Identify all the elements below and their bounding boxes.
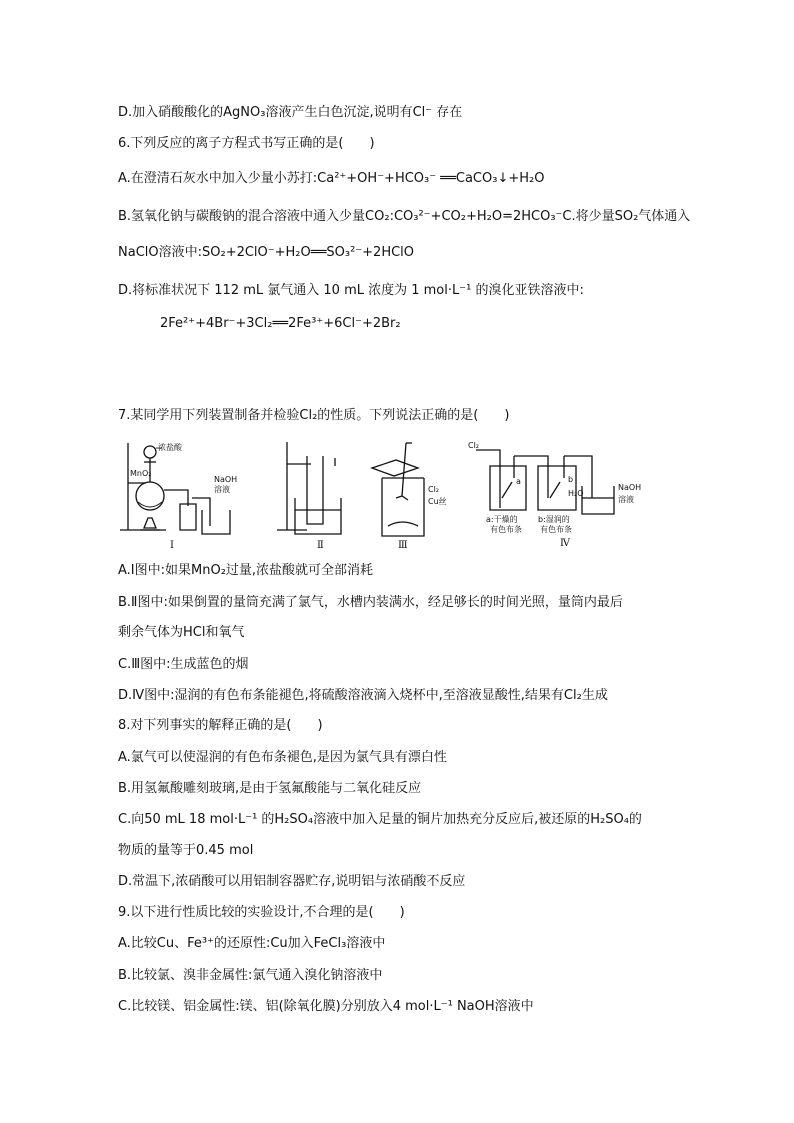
q6-option-a: A.在澄清石灰水中加入少量小苏打:Ca²⁺+OH⁻+HCO₃⁻ ══CaCO₃↓+H₂O	[118, 171, 545, 186]
q9-stem: 9.以下进行性质比较的实验设计,不合理的是( )	[118, 905, 405, 920]
fig4-absorber: NaOH	[618, 483, 642, 492]
q8-option-b: B.用氢氟酸雕刻玻璃,是由于氢氟酸能与二氧化硅反应	[118, 781, 422, 796]
q9-option-a: A.比较Cu、Fe³⁺的还原性:Cu加入FeCl₃溶液中	[118, 936, 386, 951]
q7-stem: 7.某同学用下列装置制备并检验Cl₂的性质。下列说法正确的是( )	[118, 408, 510, 423]
q9-option-c: C.比较镁、铝金属性:镁、铝(除氧化膜)分别放入4 mol·L⁻¹ NaOH溶液中	[118, 999, 534, 1014]
q8-option-c-continued: 物质的量等于0.45 mol	[118, 843, 254, 858]
q8-option-c: C.向50 mL 18 mol·L⁻¹ 的H₂SO₄溶液中加入足量的铜片加热充分反应后,被还原的H₂SO₄的	[118, 812, 642, 827]
q7-option-c: C.Ⅲ图中:生成蓝色的烟	[118, 657, 249, 672]
fig4-a-desc-1: a:干燥的	[486, 515, 518, 524]
q7-option-b-continued: 剩余气体为HCl和氧气	[118, 625, 245, 640]
q6-option-b: B.氢氧化钠与碳酸钠的混合溶液中通入少量CO₂:CO₃²⁻+CO₂+H₂O=2HCO₃⁻C.将少量SO₂气体通入	[118, 209, 691, 224]
fig4-label: Ⅳ	[560, 538, 570, 549]
fig3-wire: Cu丝	[428, 497, 447, 506]
fig1-reagent: 浓盐酸	[158, 443, 182, 452]
fig1-solid: MnO₂	[130, 469, 152, 478]
q6-stem: 6.下列反应的离子方程式书写正确的是( )	[118, 136, 375, 151]
fig1-absorber-2: 溶液	[214, 485, 230, 494]
fig3-gas: Cl₂	[428, 485, 440, 494]
q7-option-d: D.Ⅳ图中:湿润的有色布条能褪色,将硫酸溶液滴入烧杯中,至溶液显酸性,结果有Cl₂生成	[118, 688, 608, 703]
q8-option-a: A.氯气可以使湿润的有色布条褪色,是因为氯气具有漂白性	[118, 750, 447, 765]
fig4-b-desc-2: 有色布条	[540, 525, 572, 534]
q8-stem: 8.对下列事实的解释正确的是( )	[118, 718, 323, 733]
fig2-label: Ⅱ	[317, 540, 324, 550]
apparatus-figures	[118, 438, 678, 550]
q9-option-b: B.比较氯、溴非金属性:氯气通入溴化钠溶液中	[118, 968, 383, 983]
fig4-a-desc-2: 有色布条	[490, 525, 522, 534]
fig4-b: b	[568, 475, 574, 484]
figure-1	[118, 438, 258, 550]
fig1-absorber: NaOH	[214, 475, 238, 484]
fig4-b-desc-1: b:湿润的	[538, 515, 570, 524]
q5-option-d: D.加入硝酸酸化的AgNO₃溶液产生白色沉淀,说明有Cl⁻ 存在	[118, 105, 463, 120]
fig3-label: Ⅲ	[398, 540, 408, 550]
q8-option-d: D.常温下,浓硝酸可以用铝制容器贮存,说明铝与浓硝酸不反应	[118, 874, 466, 889]
q7-option-a: A.Ⅰ图中:如果MnO₂过量,浓盐酸就可全部消耗	[118, 563, 374, 578]
q6-option-c-continued: NaClO溶液中:SO₂+2ClO⁻+H₂O══SO₃²⁻+2HClO	[118, 245, 415, 260]
q6-option-d: D.将标准状况下 112 mL 氯气通入 10 mL 浓度为 1 mol·L⁻¹ 的溴化亚铁溶液中:	[118, 283, 584, 298]
q7-option-b: B.Ⅱ图中:如果倒置的量筒充满了氯气，水槽内装满水，经足够长的时间光照，量筒内最后	[118, 595, 623, 610]
fig4-a: a	[516, 477, 521, 486]
figure-2	[273, 438, 353, 550]
q6-option-d-equation: 2Fe²⁺+4Br⁻+3Cl₂══2Fe³⁺+6Cl⁻+2Br₂	[160, 316, 401, 331]
figure-3	[366, 438, 466, 550]
fig4-gas: Cl₂	[468, 441, 480, 450]
figure-4	[468, 438, 678, 550]
fig4-absorber-2: 溶液	[618, 495, 634, 504]
fig4-water: H₂O	[568, 489, 584, 498]
fig1-label: Ⅰ	[170, 540, 174, 550]
